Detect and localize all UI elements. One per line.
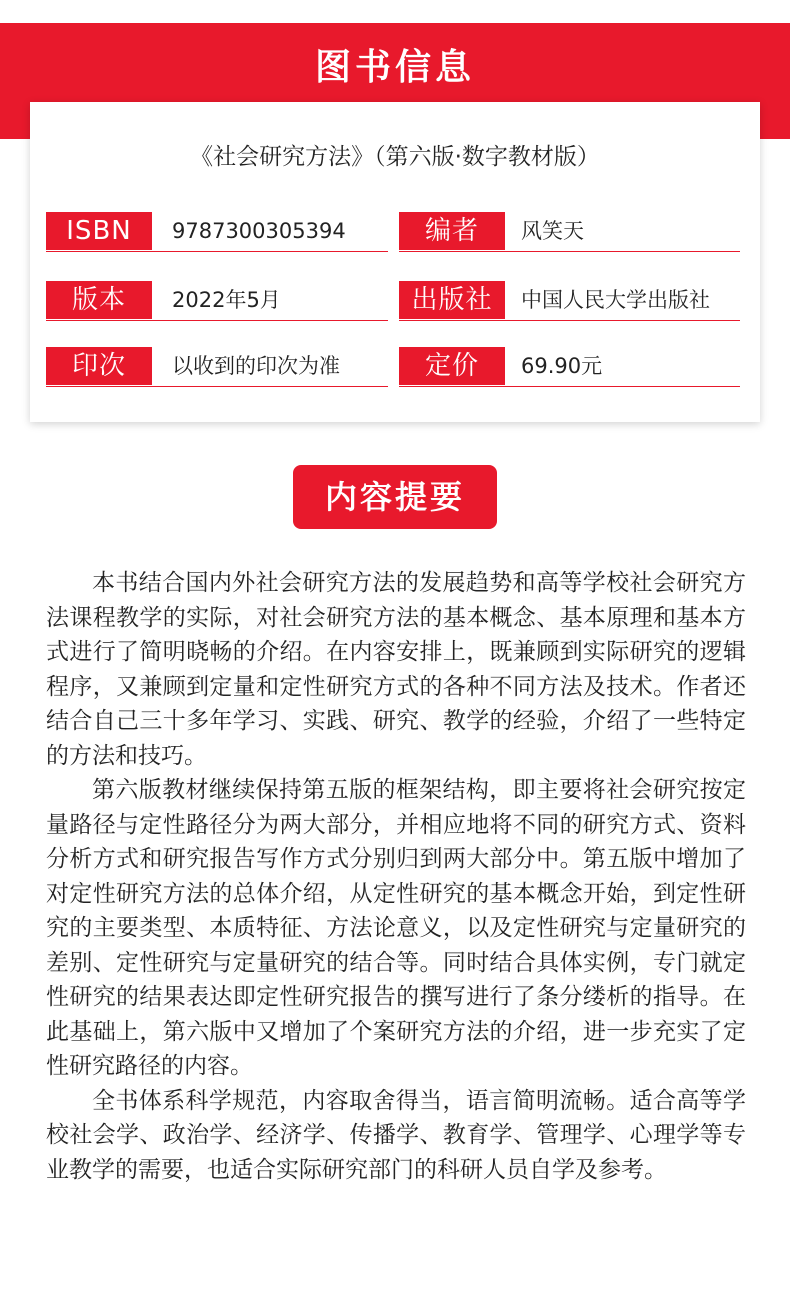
summary-paragraph: 本书结合国内外社会研究方法的发展趋势和高等学校社会研究方法课程教学的实际，对社会研究方法的基本概念、基本原理和基本方式进行了简明晓畅的介绍。在内容安排上，既兼顾到实际研究的逻辑程序，又兼顾到定量和定性研究方式的各种不同方法及技术。作者还结合自己三十多年学习、实践、研究、教学的经验，介绍了一些特定的方法和技巧。 <box>46 570 746 769</box>
field-value-publisher: 中国人民大学出版社 <box>521 288 710 312</box>
book-info-heading: 图书信息 <box>314 47 475 88</box>
field-editor <box>399 212 740 252</box>
field-isbn <box>46 212 388 252</box>
summary-paragraph: 第六版教材继续保持第五版的框架结构，即主要将社会研究按定量路径与定性路径分为两大部分，并相应地将不同的研究方式、资料分析方式和研究报告写作方式分别归到两大部分中。第五版中增加了对定性研究方法的总体介绍，从定性研究的基本概念开始，到定性研究的主要类型、本质特征、方法论意义，以及定性研究与定量研究的差别、定性研究与定量研究的结合等。同时结合具体实例，专门就定性研究的结果表达即定性研究报告的撰写进行了条分缕析的指导。在此基础上，第六版中又增加了个案研究方法的介绍，进一步充实了定性研究路径的内容。 <box>46 777 746 1079</box>
field-label-isbn: ISBN <box>46 212 152 250</box>
field-edition <box>46 281 388 321</box>
field-underline <box>399 251 740 252</box>
field-printing <box>46 347 388 387</box>
field-underline <box>399 386 740 387</box>
field-label-publisher: 出版社 <box>399 281 505 319</box>
book-title: 《社会研究方法》（第六版·数字教材版） <box>190 144 600 170</box>
field-underline <box>46 320 388 321</box>
field-value-edition: 2022年5月 <box>172 288 281 312</box>
field-publisher <box>399 281 740 321</box>
field-value-price: 69.90元 <box>521 354 603 378</box>
field-label-editor: 编者 <box>399 212 505 250</box>
field-value-printing: 以收到的印次为准 <box>172 354 340 378</box>
field-value-editor: 风笑天 <box>521 219 584 243</box>
summary-paragraph: 全书体系科学规范，内容取舍得当，语言简明流畅。适合高等学校社会学、政治学、经济学、传播学、教育学、管理学、心理学等专业教学的需要，也适合实际研究部门的科研人员自学及参考。 <box>46 1087 746 1183</box>
summary-text <box>46 566 746 1187</box>
field-label-printing: 印次 <box>46 347 152 385</box>
book-info-card <box>30 102 760 422</box>
field-underline <box>46 251 388 252</box>
field-label-price: 定价 <box>399 347 505 385</box>
field-label-edition: 版本 <box>46 281 152 319</box>
summary-heading: 内容提要 <box>293 465 497 529</box>
field-underline <box>46 386 388 387</box>
field-price <box>399 347 740 387</box>
field-value-isbn: 9787300305394 <box>172 219 346 243</box>
field-underline <box>399 320 740 321</box>
